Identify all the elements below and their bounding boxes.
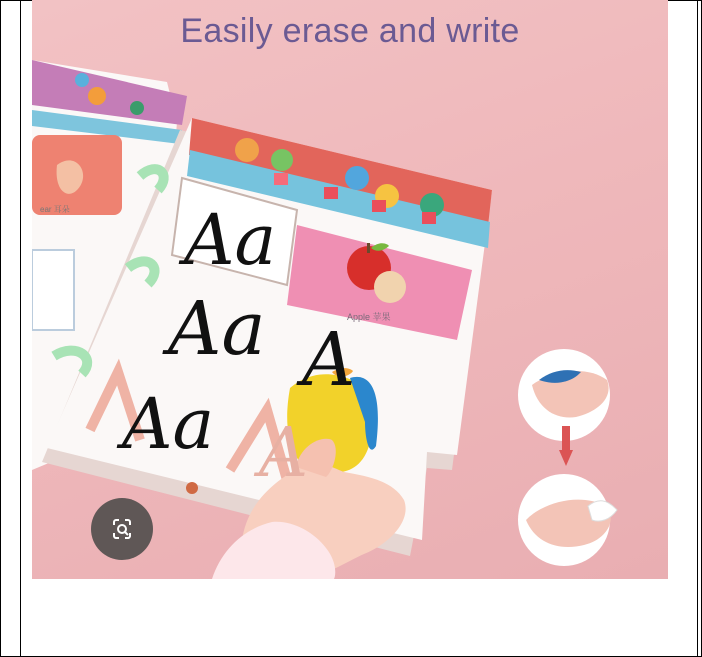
product-illustration — [32, 0, 668, 579]
letter-aa-1: Aa — [184, 199, 277, 281]
product-image[interactable] — [32, 0, 668, 579]
letter-aa-2: Aa — [168, 286, 266, 372]
demo-circles — [518, 349, 617, 566]
lens-button[interactable] — [91, 498, 153, 560]
letter-a-3: A — [302, 317, 356, 403]
letter-aa-4: Aa — [122, 383, 215, 465]
left-divider — [20, 0, 21, 657]
letter-a-5: A — [259, 414, 309, 493]
fruit-caption: Apple 苹果 — [347, 312, 391, 322]
lens-search-icon — [107, 514, 137, 544]
blank-area — [32, 579, 668, 655]
right-divider — [697, 0, 698, 657]
headline-text: Easily erase and write — [180, 12, 520, 50]
svg-text:ear 耳朵: ear 耳朵 — [40, 205, 70, 214]
